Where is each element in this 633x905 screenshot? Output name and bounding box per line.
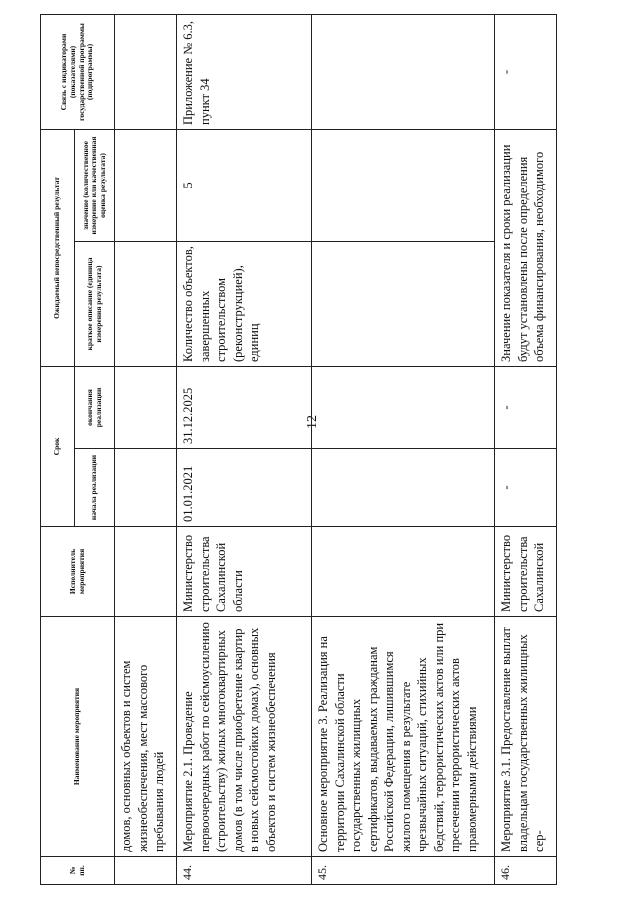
row-executor [115, 527, 177, 617]
header-term-end: окончания реализации [75, 366, 115, 448]
page-number: 12 [305, 415, 320, 429]
row-end: - [495, 366, 557, 448]
row-link [312, 14, 495, 129]
row-end: 31.12.2025 [177, 366, 312, 448]
row-end [115, 366, 177, 448]
row-link: Приложение № 6.3, пункт 34 [177, 14, 312, 129]
row-executor: Министерство строительства Сахалинской [495, 527, 557, 617]
header-executor: Исполнитель мероприятия [41, 527, 115, 617]
row-executor [312, 527, 495, 617]
header-num: № пп. [41, 857, 115, 885]
row-name: Основное мероприятие 3. Реализация на территории Сахалинской области государственных жилищных сертификатов, выдаваемых гражданам Российской Федерации, лишившимся жилого помещения в результате чрезвычайных ситуаций, стихийных бедствий, террористических актов или при пресечении террористических актов правомерными действиями [312, 617, 495, 857]
table-row [312, 14, 495, 884]
header-row-1 [41, 14, 75, 884]
row-start: - [495, 449, 557, 527]
header-term: Срок [41, 366, 75, 526]
row-link [115, 14, 177, 129]
row-desc: Значение показателя и сроки реализации будут установлены после определения объема финансирования, необходимого [495, 129, 557, 366]
row-num: 45. [312, 857, 495, 885]
header-expected-value: значение (количественное измерение или качественная оценка результата) [75, 129, 115, 241]
table-row [177, 14, 312, 884]
row-value: 5 [177, 129, 312, 241]
row-end [312, 366, 495, 448]
row-desc: Количество объектов, завершенных строительством (реконструкцией), единиц [177, 241, 312, 366]
row-executor: Министерство строительства Сахалинской области [177, 527, 312, 617]
row-link: - [495, 14, 557, 129]
row-num [115, 857, 177, 885]
rotated-table-wrapper [40, 15, 590, 885]
header-name: Наименование мероприятия [41, 617, 115, 857]
row-num: 44. [177, 857, 312, 885]
header-link: Связь с индикаторами (показателями) государственной программы (подпрограммы) [41, 14, 115, 129]
row-value [115, 129, 177, 241]
row-desc [312, 241, 495, 366]
row-name: Мероприятие 3.1. Предоставление выплат владельцам государственных жилищных сер- [495, 617, 557, 857]
row-num: 46. [495, 857, 557, 885]
row-start: 01.01.2021 [177, 449, 312, 527]
row-desc [115, 241, 177, 366]
row-value [312, 129, 495, 241]
row-start [312, 449, 495, 527]
measures-table [40, 14, 557, 885]
table-row [495, 14, 557, 884]
header-expected-desc: краткое описание (единица измерения результата) [75, 241, 115, 366]
row-name: домов, основных объектов и систем жизнеобеспечения, мест массового пребывания людей [115, 617, 177, 857]
header-expected: Ожидаемый непосредственный результат [41, 129, 75, 366]
table-row [115, 14, 177, 884]
row-start [115, 449, 177, 527]
header-term-start: начала реализации [75, 449, 115, 527]
row-name: Мероприятие 2.1. Проведение первоочередных работ по сейсмоусилению (строительству) жилых многоквартирных домов (в том числе приобретение квартир в новых сейсмостойких домах), основных объектов и систем жизнеобеспечения [177, 617, 312, 857]
